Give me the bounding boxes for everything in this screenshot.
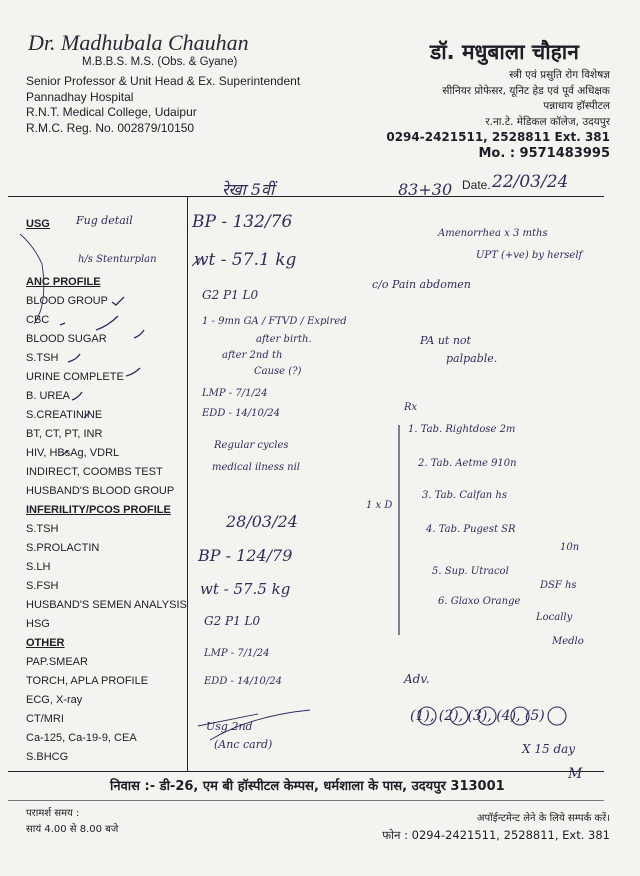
mobile-number: Mo. : 9571483995 (478, 145, 610, 161)
investigation-item: S.TSH (26, 523, 59, 535)
consult-label: परामर्श समय : (26, 808, 80, 819)
section-heading: INFERILITY/PCOS PROFILE (26, 504, 171, 516)
section-heading: OTHER (26, 637, 65, 649)
anc-card-underline (198, 714, 258, 726)
tick-mark (112, 297, 124, 305)
investigation-item: Ca-125, Ca-19-9, CEA (26, 732, 137, 744)
handwritten-note: M (568, 766, 583, 782)
tick-mark (62, 451, 68, 455)
doctor-name-hindi: डॉ. मधुबाला चौहान (430, 40, 579, 64)
handwritten-note: 83+30 (398, 180, 453, 199)
handwritten-note: wt - 57.5 kg (200, 580, 291, 598)
investigation-item: S.LH (26, 561, 51, 573)
section-heading: ANC PROFILE (26, 276, 101, 288)
handwritten-note: 6. Glaxo Orange (438, 596, 521, 607)
handwritten-note: Rx (404, 402, 418, 413)
college-hindi: र.ना.टे. मेडिकल कॉलेज, उदयपुर (485, 115, 610, 128)
handwritten-note: 28/03/24 (226, 512, 298, 531)
college-line: R.N.T. Medical College, Udaipur (26, 105, 197, 119)
handwritten-note: Amenorrhea x 3 mths (438, 228, 548, 239)
handwritten-note: after 2nd th (222, 350, 283, 361)
handwritten-note: 10n (560, 542, 580, 553)
tick-mark (96, 316, 118, 330)
advice-circle (418, 707, 436, 725)
investigation-item: INDIRECT, COOMBS TEST (26, 466, 163, 478)
designation-hindi: सीनियर प्रोफेसर, यूनिट हेड एवं पूर्व अधिक्षक (442, 84, 610, 97)
handwritten-note: रेखा 5वीं (222, 180, 275, 199)
handwritten-note: 22/03/24 (492, 172, 569, 192)
section-heading: USG (26, 218, 50, 230)
registration-line: R.M.C. Reg. No. 002879/10150 (26, 120, 195, 135)
handwritten-note: LMP - 7/1/24 (204, 648, 270, 659)
tick-mark (68, 354, 80, 362)
handwritten-note: Fug detail (76, 214, 133, 227)
handwritten-note: 1. Tab. Rightdose 2m (408, 424, 516, 435)
clinic-phone: 0294-2421511, 2528811 Ext. 381 (386, 130, 610, 144)
handwritten-note: Medlo (552, 636, 584, 647)
handwritten-note: LMP - 7/1/24 (202, 388, 268, 399)
investigation-item: BLOOD GROUP (26, 295, 108, 307)
handwritten-note: (1), (2), (3), (4), (5) (410, 708, 545, 724)
appointment-note: अपॉईन्टमेन्ट लेने के लिये सम्पर्क करें। (476, 813, 610, 824)
tick-mark (192, 258, 200, 266)
hospital-line: Pannadhay Hospital (26, 89, 134, 104)
handwritten-note: Adv. (404, 672, 430, 686)
doctor-name-english: Dr. Madhubala Chauhan (28, 30, 249, 55)
advice-circle (511, 707, 529, 725)
tick-mark (196, 680, 346, 693)
appointment-info (382, 810, 610, 843)
doctor-degree: M.B.B.S. M.S. (Obs. & Gyane) (82, 56, 238, 68)
handwritten-note: 4. Tab. Pugest SR (426, 524, 516, 535)
handwritten-note: 2. Tab. Aetme 910n (418, 458, 517, 469)
handwritten-note: 1 - 9mn GA / FTVD / Expired (202, 316, 347, 327)
investigation-item: CT/MRI (26, 713, 64, 725)
handwritten-note: h/s Stenturplan (78, 254, 157, 265)
advice-circle (450, 707, 468, 725)
handwritten-note: 5. Sup. Utracol (432, 566, 509, 577)
handwritten-note: after birth. (256, 334, 312, 345)
handwritten-note: palpable. (446, 352, 498, 365)
investigation-item: CBC (26, 314, 50, 326)
handwritten-note: Cause (?) (254, 366, 302, 377)
date-label: Date. (462, 178, 491, 192)
advice-circle (478, 707, 496, 725)
handwritten-note: DSF hs (540, 580, 577, 591)
footer-phone: फोन : 0294-2421511, 2528811, Ext. 381 (382, 828, 610, 842)
tick-mark (60, 323, 65, 325)
investigation-item: S.TSH (26, 352, 59, 364)
handwritten-note: PA ut not (420, 334, 471, 347)
handwritten-note: G2 P1 L0 (202, 288, 259, 302)
investigation-item: S.FSH (26, 580, 59, 592)
handwritten-note: BP - 124/79 (198, 546, 293, 565)
investigation-item: S.BHCG (26, 751, 69, 763)
handwritten-note: Locally (536, 612, 573, 623)
investigation-item: TORCH, APLA PROFILE (26, 675, 149, 687)
handwritten-note: Usg 2nd (206, 720, 253, 733)
handwritten-note: EDD - 14/10/24 (202, 408, 280, 419)
handwritten-note: EDD - 14/10/24 (204, 676, 282, 687)
handwritten-note: BP - 132/76 (192, 212, 293, 232)
tick-mark (72, 392, 82, 400)
consultation-timing (26, 806, 118, 838)
handwritten-note: wt - 57.1 kg (194, 250, 297, 270)
handwritten-note: medical ilness nil (212, 462, 300, 473)
consult-time: सायं 4.00 से 8.00 बजे (26, 824, 119, 835)
investigation-item: B. UREA (26, 390, 71, 402)
handwritten-note: (Anc card) (214, 738, 273, 751)
tick-mark (134, 330, 144, 338)
investigation-item: HUSBAND'S SEMEN ANALYSIS (26, 599, 187, 611)
handwritten-note: 1 x D (366, 500, 393, 511)
handwritten-note: UPT (+ve) by herself (476, 250, 583, 261)
anc-card-underline (210, 710, 310, 740)
margin-curve (20, 234, 44, 324)
tick-mark (84, 412, 90, 418)
investigation-item: HIV, HBsAg, VDRL (26, 447, 120, 459)
handwritten-note: 3. Tab. Calfan hs (422, 490, 507, 501)
hospital-hindi: पन्नाधाय हॉस्पीटल (543, 100, 610, 112)
investigation-item: HSG (26, 618, 50, 630)
advice-circle (548, 707, 566, 725)
handwritten-note: G2 P1 L0 (204, 614, 261, 628)
handwritten-note: c/o Pain abdomen (372, 278, 471, 291)
tick-mark (126, 368, 140, 376)
investigation-item: URINE COMPLETE (26, 371, 124, 383)
residence-address: निवास :- डी-26, एम बी हॉस्पीटल केम्पस, धर्मशाला के पास, उदयपुर 313001 (110, 779, 505, 794)
designation-line: Senior Professor & Unit Head & Ex. Superintendent (26, 74, 301, 88)
handwritten-note: Regular cycles (214, 440, 289, 451)
investigation-item: BT, CT, PT, INR (26, 428, 103, 440)
handwritten-note: X 15 day (522, 742, 576, 756)
investigation-item: PAP.SMEAR (26, 656, 88, 668)
investigation-item: HUSBAND'S BLOOD GROUP (26, 485, 175, 497)
investigation-item: ECG, X-ray (26, 694, 83, 706)
specialty-hindi: स्त्री एवं प्रसुति रोग विशेषज्ञ (509, 69, 610, 81)
investigation-item: BLOOD SUGAR (26, 333, 107, 345)
investigation-item: S.PROLACTIN (26, 542, 100, 554)
investigation-item: S.CREATININE (26, 409, 103, 421)
